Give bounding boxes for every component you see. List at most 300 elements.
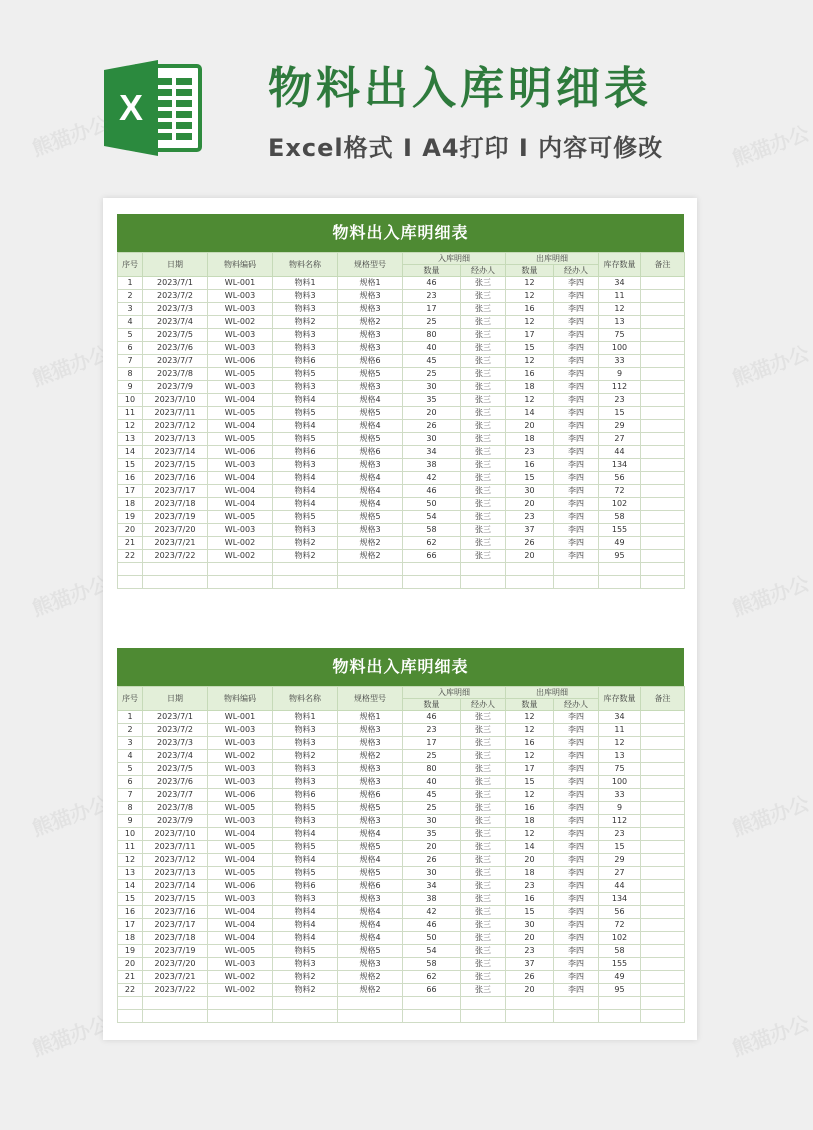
cell-code: WL-005 <box>208 841 273 854</box>
table-row <box>118 958 685 971</box>
cell-date: 2023/7/18 <box>143 932 208 945</box>
cell-stock: 49 <box>599 537 641 550</box>
table-row <box>118 893 685 906</box>
cell-note <box>641 498 685 511</box>
cell-seq: 6 <box>118 776 143 789</box>
cell-date: 2023/7/15 <box>143 893 208 906</box>
cell-out-handler: 李四 <box>554 984 599 997</box>
cell-out-handler: 李四 <box>554 472 599 485</box>
cell-spec: 规格5 <box>338 368 403 381</box>
cell-in-handler: 张三 <box>461 498 506 511</box>
cell-spec: 规格2 <box>338 537 403 550</box>
table-row <box>118 485 685 498</box>
cell-code: WL-003 <box>208 737 273 750</box>
cell-out-qty: 12 <box>506 711 554 724</box>
cell-seq: 18 <box>118 498 143 511</box>
cell-name: 物料2 <box>273 316 338 329</box>
cell-seq: 17 <box>118 485 143 498</box>
cell-code: WL-003 <box>208 815 273 828</box>
cell-out-qty: 17 <box>506 329 554 342</box>
cell-stock: 11 <box>599 724 641 737</box>
cell-in-qty: 38 <box>403 459 461 472</box>
cell-out-qty: 12 <box>506 828 554 841</box>
cell-stock: 56 <box>599 906 641 919</box>
cell-in-handler: 张三 <box>461 893 506 906</box>
table-row <box>118 711 685 724</box>
cell-in-handler: 张三 <box>461 446 506 459</box>
cell-spec: 规格2 <box>338 750 403 763</box>
cell-in-handler: 张三 <box>461 459 506 472</box>
cell-date: 2023/7/5 <box>143 329 208 342</box>
cell-out-handler: 李四 <box>554 802 599 815</box>
cell-name: 物料5 <box>273 841 338 854</box>
cell-stock: 72 <box>599 485 641 498</box>
cell-stock: 12 <box>599 303 641 316</box>
cell-in-qty: 23 <box>403 724 461 737</box>
cell-in-handler: 张三 <box>461 958 506 971</box>
col-header-spec: 规格型号 <box>338 253 403 277</box>
table-body <box>118 711 685 1023</box>
empty-cell <box>599 576 641 589</box>
cell-stock: 75 <box>599 329 641 342</box>
cell-in-qty: 54 <box>403 945 461 958</box>
cell-in-qty: 45 <box>403 355 461 368</box>
cell-stock: 11 <box>599 290 641 303</box>
cell-name: 物料3 <box>273 958 338 971</box>
cell-out-qty: 18 <box>506 381 554 394</box>
cell-stock: 102 <box>599 932 641 945</box>
cell-in-qty: 25 <box>403 802 461 815</box>
cell-date: 2023/7/4 <box>143 750 208 763</box>
paper-page <box>103 198 697 1040</box>
cell-stock: 23 <box>599 828 641 841</box>
cell-in-handler: 张三 <box>461 984 506 997</box>
cell-note <box>641 381 685 394</box>
cell-seq: 1 <box>118 711 143 724</box>
col-header-in-group: 入库明细 <box>403 687 506 699</box>
cell-name: 物料4 <box>273 932 338 945</box>
cell-spec: 规格3 <box>338 763 403 776</box>
cell-spec: 规格1 <box>338 711 403 724</box>
cell-spec: 规格4 <box>338 854 403 867</box>
cell-out-handler: 李四 <box>554 290 599 303</box>
cell-out-handler: 李四 <box>554 433 599 446</box>
cell-out-qty: 12 <box>506 394 554 407</box>
cell-name: 物料3 <box>273 724 338 737</box>
empty-cell <box>461 997 506 1010</box>
cell-spec: 规格5 <box>338 433 403 446</box>
cell-note <box>641 433 685 446</box>
empty-row <box>118 563 685 576</box>
cell-stock: 34 <box>599 277 641 290</box>
empty-cell <box>403 997 461 1010</box>
cell-out-qty: 15 <box>506 906 554 919</box>
cell-out-handler: 李四 <box>554 893 599 906</box>
cell-note <box>641 750 685 763</box>
table-row <box>118 459 685 472</box>
cell-spec: 规格4 <box>338 394 403 407</box>
cell-in-handler: 张三 <box>461 537 506 550</box>
cell-name: 物料6 <box>273 880 338 893</box>
cell-out-handler: 李四 <box>554 342 599 355</box>
cell-in-handler: 张三 <box>461 342 506 355</box>
cell-date: 2023/7/12 <box>143 420 208 433</box>
cell-seq: 8 <box>118 802 143 815</box>
cell-spec: 规格2 <box>338 316 403 329</box>
cell-in-handler: 张三 <box>461 329 506 342</box>
cell-out-handler: 李四 <box>554 789 599 802</box>
cell-out-handler: 李四 <box>554 511 599 524</box>
empty-cell <box>273 997 338 1010</box>
cell-date: 2023/7/11 <box>143 407 208 420</box>
cell-date: 2023/7/18 <box>143 498 208 511</box>
col-header-date: 日期 <box>143 253 208 277</box>
cell-out-qty: 16 <box>506 737 554 750</box>
cell-stock: 27 <box>599 867 641 880</box>
empty-cell <box>208 1010 273 1023</box>
cell-spec: 规格3 <box>338 958 403 971</box>
cell-seq: 5 <box>118 763 143 776</box>
cell-spec: 规格3 <box>338 893 403 906</box>
cell-note <box>641 984 685 997</box>
cell-out-handler: 李四 <box>554 841 599 854</box>
cell-in-qty: 25 <box>403 750 461 763</box>
cell-spec: 规格3 <box>338 776 403 789</box>
cell-out-qty: 15 <box>506 472 554 485</box>
cell-code: WL-002 <box>208 984 273 997</box>
cell-in-handler: 张三 <box>461 303 506 316</box>
col-header-in-handler: 经办人 <box>461 699 506 711</box>
cell-date: 2023/7/3 <box>143 737 208 750</box>
cell-note <box>641 316 685 329</box>
cell-in-qty: 25 <box>403 316 461 329</box>
cell-seq: 4 <box>118 316 143 329</box>
cell-seq: 9 <box>118 381 143 394</box>
cell-out-qty: 12 <box>506 290 554 303</box>
table-row <box>118 984 685 997</box>
cell-note <box>641 945 685 958</box>
cell-in-qty: 17 <box>403 737 461 750</box>
empty-cell <box>641 576 685 589</box>
cell-in-handler: 张三 <box>461 971 506 984</box>
cell-code: WL-002 <box>208 750 273 763</box>
table-row <box>118 407 685 420</box>
empty-cell <box>208 563 273 576</box>
cell-out-handler: 李四 <box>554 394 599 407</box>
table-row <box>118 750 685 763</box>
cell-note <box>641 550 685 563</box>
cell-name: 物料4 <box>273 919 338 932</box>
cell-in-qty: 62 <box>403 537 461 550</box>
cell-in-qty: 50 <box>403 932 461 945</box>
table-row <box>118 420 685 433</box>
cell-date: 2023/7/19 <box>143 945 208 958</box>
cell-code: WL-005 <box>208 802 273 815</box>
cell-name: 物料2 <box>273 550 338 563</box>
cell-spec: 规格3 <box>338 737 403 750</box>
sheet-title: 物料出入库明细表 <box>117 214 684 252</box>
cell-spec: 规格3 <box>338 815 403 828</box>
cell-in-qty: 54 <box>403 511 461 524</box>
cell-in-handler: 张三 <box>461 407 506 420</box>
table-row <box>118 867 685 880</box>
cell-out-qty: 17 <box>506 763 554 776</box>
cell-stock: 58 <box>599 511 641 524</box>
table-row <box>118 290 685 303</box>
watermark: 熊猫办公 <box>728 570 813 621</box>
empty-cell <box>506 563 554 576</box>
cell-out-qty: 37 <box>506 958 554 971</box>
cell-in-qty: 66 <box>403 984 461 997</box>
cell-out-qty: 20 <box>506 498 554 511</box>
cell-in-qty: 25 <box>403 368 461 381</box>
page-subtitle: Excel格式 I A4打印 I 内容可修改 <box>268 134 664 162</box>
cell-spec: 规格4 <box>338 472 403 485</box>
empty-cell <box>506 576 554 589</box>
cell-code: WL-003 <box>208 329 273 342</box>
cell-out-handler: 李四 <box>554 407 599 420</box>
cell-spec: 规格1 <box>338 277 403 290</box>
col-header-out-qty: 数量 <box>506 265 554 277</box>
col-header-code: 物料编码 <box>208 253 273 277</box>
cell-code: WL-001 <box>208 711 273 724</box>
empty-row <box>118 1010 685 1023</box>
cell-code: WL-004 <box>208 906 273 919</box>
cell-name: 物料3 <box>273 342 338 355</box>
cell-note <box>641 420 685 433</box>
cell-in-handler: 张三 <box>461 724 506 737</box>
empty-cell <box>461 563 506 576</box>
cell-note <box>641 368 685 381</box>
empty-cell <box>506 1010 554 1023</box>
cell-note <box>641 971 685 984</box>
cell-in-qty: 66 <box>403 550 461 563</box>
cell-code: WL-006 <box>208 880 273 893</box>
col-header-stock: 库存数量 <box>599 253 641 277</box>
cell-code: WL-004 <box>208 498 273 511</box>
cell-spec: 规格2 <box>338 984 403 997</box>
col-header-seq: 序号 <box>118 253 143 277</box>
cell-out-handler: 李四 <box>554 854 599 867</box>
cell-date: 2023/7/2 <box>143 290 208 303</box>
cell-out-handler: 李四 <box>554 763 599 776</box>
empty-cell <box>338 576 403 589</box>
stock-table <box>117 252 685 589</box>
cell-out-qty: 20 <box>506 420 554 433</box>
cell-note <box>641 776 685 789</box>
cell-stock: 33 <box>599 355 641 368</box>
cell-name: 物料3 <box>273 459 338 472</box>
col-header-name: 物料名称 <box>273 253 338 277</box>
cell-seq: 5 <box>118 329 143 342</box>
cell-out-qty: 16 <box>506 459 554 472</box>
cell-note <box>641 906 685 919</box>
cell-name: 物料2 <box>273 537 338 550</box>
table-row <box>118 789 685 802</box>
cell-out-handler: 李四 <box>554 828 599 841</box>
cell-stock: 9 <box>599 368 641 381</box>
cell-in-qty: 17 <box>403 303 461 316</box>
table-row <box>118 498 685 511</box>
cell-spec: 规格3 <box>338 381 403 394</box>
cell-date: 2023/7/21 <box>143 971 208 984</box>
cell-spec: 规格4 <box>338 485 403 498</box>
cell-date: 2023/7/9 <box>143 381 208 394</box>
cell-code: WL-003 <box>208 958 273 971</box>
cell-code: WL-003 <box>208 303 273 316</box>
table-row <box>118 724 685 737</box>
cell-out-qty: 30 <box>506 485 554 498</box>
cell-name: 物料2 <box>273 984 338 997</box>
cell-note <box>641 958 685 971</box>
watermark: 熊猫办公 <box>28 340 113 391</box>
cell-out-handler: 李四 <box>554 537 599 550</box>
cell-code: WL-002 <box>208 550 273 563</box>
cell-seq: 13 <box>118 433 143 446</box>
cell-stock: 58 <box>599 945 641 958</box>
cell-spec: 规格3 <box>338 524 403 537</box>
cell-code: WL-003 <box>208 893 273 906</box>
cell-seq: 18 <box>118 932 143 945</box>
cell-out-qty: 18 <box>506 815 554 828</box>
cell-note <box>641 867 685 880</box>
cell-note <box>641 524 685 537</box>
cell-code: WL-006 <box>208 446 273 459</box>
empty-cell <box>599 563 641 576</box>
cell-out-qty: 23 <box>506 880 554 893</box>
cell-seq: 12 <box>118 854 143 867</box>
cell-in-qty: 46 <box>403 711 461 724</box>
cell-code: WL-005 <box>208 945 273 958</box>
sheet-title: 物料出入库明细表 <box>117 648 684 686</box>
col-header-in-qty: 数量 <box>403 265 461 277</box>
cell-in-handler: 张三 <box>461 737 506 750</box>
cell-name: 物料4 <box>273 906 338 919</box>
cell-name: 物料5 <box>273 368 338 381</box>
cell-date: 2023/7/20 <box>143 958 208 971</box>
empty-cell <box>273 576 338 589</box>
cell-name: 物料3 <box>273 776 338 789</box>
cell-spec: 规格3 <box>338 459 403 472</box>
cell-out-qty: 12 <box>506 316 554 329</box>
empty-cell <box>461 576 506 589</box>
cell-stock: 12 <box>599 737 641 750</box>
watermark: 熊猫办公 <box>728 340 813 391</box>
cell-name: 物料1 <box>273 277 338 290</box>
cell-spec: 规格6 <box>338 355 403 368</box>
cell-out-handler: 李四 <box>554 329 599 342</box>
cell-code: WL-005 <box>208 433 273 446</box>
cell-stock: 100 <box>599 342 641 355</box>
table-row <box>118 472 685 485</box>
sheet-table <box>117 214 684 589</box>
cell-spec: 规格3 <box>338 342 403 355</box>
cell-date: 2023/7/16 <box>143 472 208 485</box>
col-header-out-qty: 数量 <box>506 699 554 711</box>
cell-out-handler: 李四 <box>554 776 599 789</box>
cell-in-handler: 张三 <box>461 906 506 919</box>
cell-stock: 13 <box>599 750 641 763</box>
cell-spec: 规格5 <box>338 407 403 420</box>
cell-stock: 15 <box>599 407 641 420</box>
cell-date: 2023/7/7 <box>143 789 208 802</box>
cell-out-handler: 李四 <box>554 919 599 932</box>
cell-note <box>641 841 685 854</box>
cell-seq: 10 <box>118 394 143 407</box>
cell-date: 2023/7/13 <box>143 867 208 880</box>
cell-name: 物料6 <box>273 446 338 459</box>
cell-date: 2023/7/4 <box>143 316 208 329</box>
watermark: 熊猫办公 <box>28 790 113 841</box>
cell-out-qty: 16 <box>506 368 554 381</box>
cell-date: 2023/7/13 <box>143 433 208 446</box>
excel-logo-icon <box>100 58 204 158</box>
cell-in-qty: 40 <box>403 776 461 789</box>
cell-seq: 19 <box>118 945 143 958</box>
cell-seq: 16 <box>118 472 143 485</box>
cell-out-handler: 李四 <box>554 355 599 368</box>
cell-in-handler: 张三 <box>461 776 506 789</box>
cell-in-qty: 58 <box>403 524 461 537</box>
cell-seq: 16 <box>118 906 143 919</box>
cell-seq: 9 <box>118 815 143 828</box>
cell-spec: 规格5 <box>338 867 403 880</box>
cell-seq: 21 <box>118 971 143 984</box>
cell-note <box>641 724 685 737</box>
cell-note <box>641 802 685 815</box>
cell-in-qty: 23 <box>403 290 461 303</box>
cell-code: WL-004 <box>208 932 273 945</box>
cell-out-handler: 李四 <box>554 524 599 537</box>
empty-cell <box>118 1010 143 1023</box>
cell-seq: 11 <box>118 407 143 420</box>
cell-spec: 规格6 <box>338 446 403 459</box>
cell-in-handler: 张三 <box>461 368 506 381</box>
cell-note <box>641 342 685 355</box>
cell-date: 2023/7/14 <box>143 880 208 893</box>
cell-out-handler: 李四 <box>554 906 599 919</box>
cell-in-handler: 张三 <box>461 355 506 368</box>
empty-cell <box>599 997 641 1010</box>
cell-out-qty: 12 <box>506 724 554 737</box>
cell-in-handler: 张三 <box>461 290 506 303</box>
table-body <box>118 277 685 589</box>
cell-seq: 12 <box>118 420 143 433</box>
cell-name: 物料4 <box>273 828 338 841</box>
cell-stock: 95 <box>599 984 641 997</box>
col-header-in-qty: 数量 <box>403 699 461 711</box>
cell-date: 2023/7/8 <box>143 802 208 815</box>
cell-seq: 20 <box>118 958 143 971</box>
cell-out-qty: 16 <box>506 303 554 316</box>
cell-in-handler: 张三 <box>461 420 506 433</box>
cell-in-qty: 46 <box>403 919 461 932</box>
empty-cell <box>143 997 208 1010</box>
cell-note <box>641 303 685 316</box>
cell-name: 物料3 <box>273 815 338 828</box>
col-header-code: 物料编码 <box>208 687 273 711</box>
cell-out-qty: 23 <box>506 511 554 524</box>
cell-note <box>641 789 685 802</box>
cell-code: WL-006 <box>208 789 273 802</box>
cell-stock: 95 <box>599 550 641 563</box>
cell-note <box>641 893 685 906</box>
cell-stock: 56 <box>599 472 641 485</box>
cell-out-handler: 李四 <box>554 711 599 724</box>
cell-in-qty: 30 <box>403 433 461 446</box>
cell-name: 物料3 <box>273 329 338 342</box>
cell-in-qty: 58 <box>403 958 461 971</box>
